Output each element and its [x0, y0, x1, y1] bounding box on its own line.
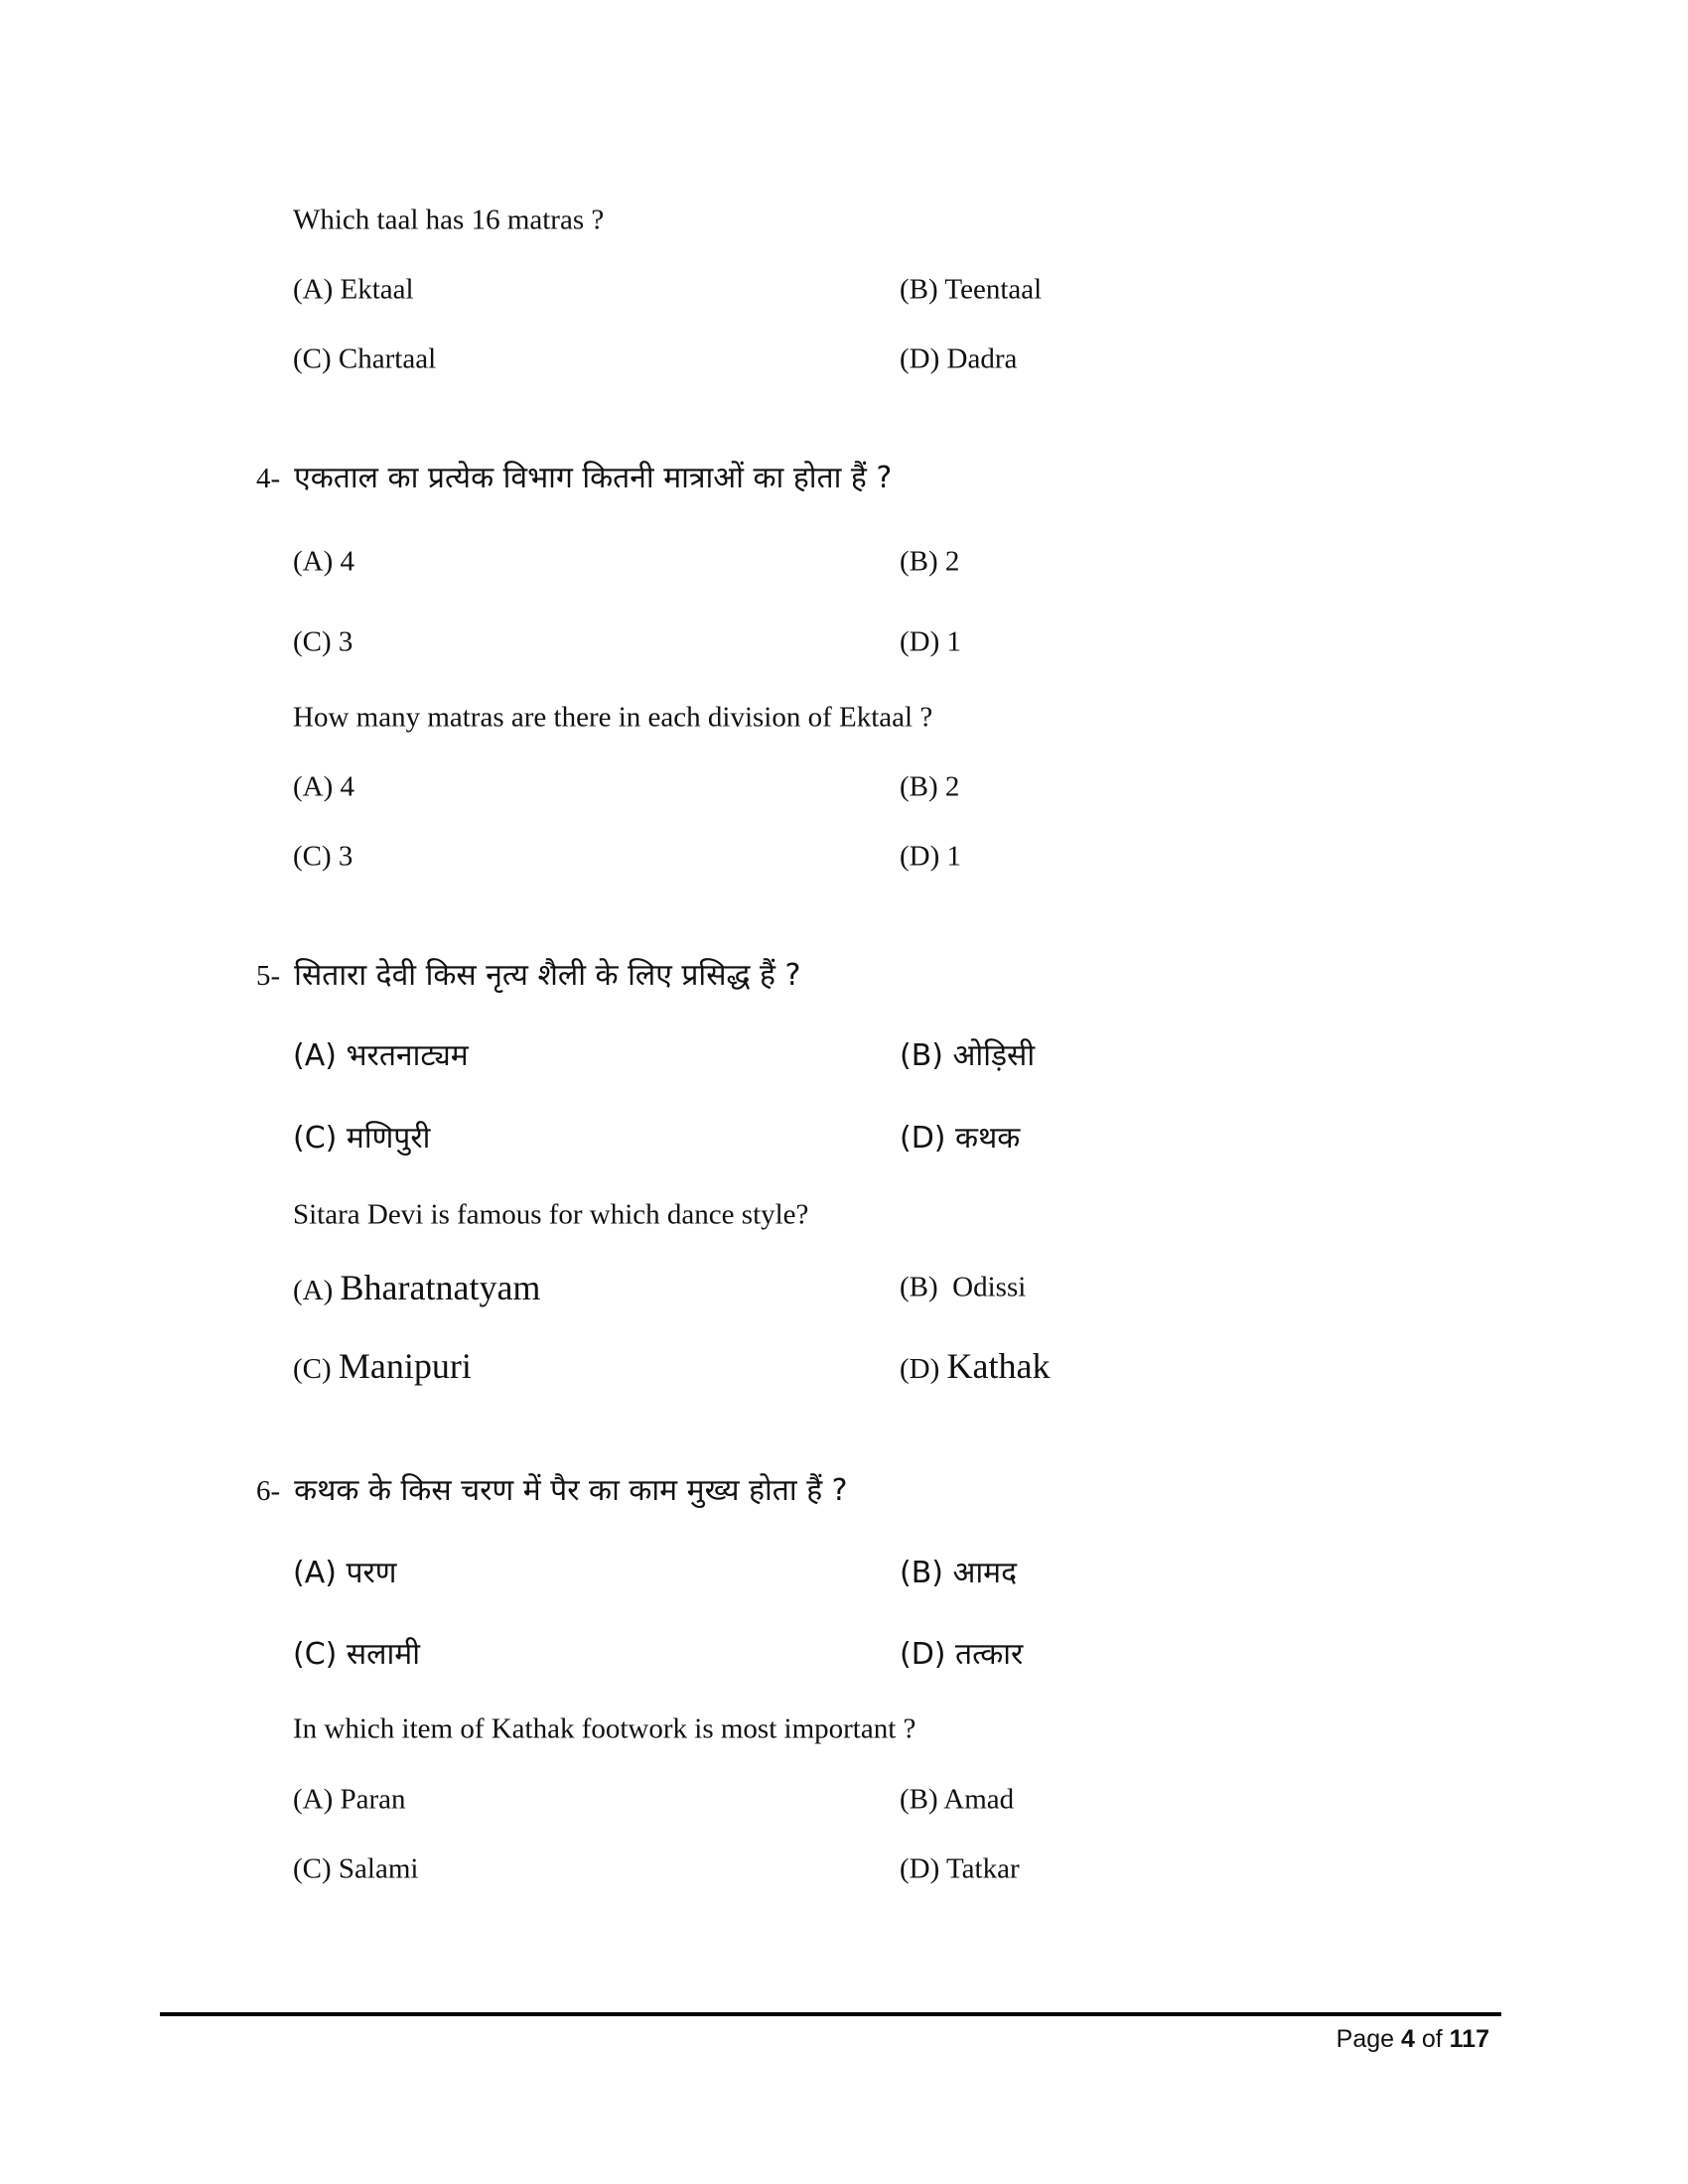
option-label: (C) — [293, 1353, 332, 1385]
question-6-text-en: In which item of Kathak footwork is most important ? — [293, 1712, 916, 1745]
q6-hi-option-a: (A) परण — [293, 1556, 397, 1590]
question-3-text-en: Which taal has 16 matras ? — [293, 204, 605, 236]
q4-hi-option-c: (C) 3 — [293, 625, 353, 658]
q4-en-option-a: (A) 4 — [293, 770, 355, 803]
q6-en-option-c: (C) Salami — [293, 1852, 419, 1885]
q5-en-option-b — [900, 1271, 1027, 1303]
option-label: (B) — [900, 1271, 938, 1303]
question-5 — [256, 958, 801, 993]
q4-hi-option-b: (B) 2 — [900, 545, 960, 578]
q4-en-option-b: (B) 2 — [900, 770, 960, 803]
page-prefix: Page — [1336, 2025, 1395, 2053]
option-value: Manipuri — [338, 1346, 472, 1386]
question-4 — [256, 461, 893, 495]
option-label: (A) — [293, 1275, 334, 1306]
page-current: 4 — [1400, 2025, 1415, 2053]
question-number: 5- — [256, 960, 281, 992]
q3-option-a: (A) Ektaal — [293, 273, 414, 306]
q5-hi-option-d: (D) कथक — [900, 1121, 1021, 1156]
q6-en-option-d: (D) Tatkar — [900, 1852, 1020, 1885]
q6-hi-option-c: (C) सलामी — [293, 1637, 420, 1672]
q4-en-option-d: (D) 1 — [900, 840, 962, 873]
q6-en-option-b: (B) Amad — [900, 1783, 1015, 1816]
q6-en-option-a: (A) Paran — [293, 1783, 406, 1816]
question-5-text-hi: सितारा देवी किस नृत्य शैली के लिए प्रसिद्ध हैं ? — [294, 958, 801, 993]
question-number: 6- — [256, 1475, 281, 1507]
q4-hi-option-a: (A) 4 — [293, 545, 355, 578]
question-6 — [256, 1473, 848, 1508]
question-6-text-hi: कथक के किस चरण में पैर का काम मुख्य होता हैं ? — [294, 1473, 848, 1508]
page-total: 117 — [1449, 2025, 1489, 2053]
q4-hi-option-d: (D) 1 — [900, 625, 962, 658]
q5-hi-option-a: (A) भरतनाट्यम — [293, 1038, 469, 1073]
option-value: Kathak — [946, 1346, 1051, 1386]
q3-option-c: (C) Chartaal — [293, 342, 437, 375]
option-label: (D) — [900, 1353, 940, 1385]
q5-hi-option-b: (B) ओड़िसी — [900, 1038, 1036, 1073]
question-4-text-hi: एकताल का प्रत्येक विभाग कितनी मात्राओं का होता हैं ? — [294, 461, 893, 495]
q5-hi-option-c: (C) मणिपुरी — [293, 1121, 431, 1156]
q4-en-option-c: (C) 3 — [293, 840, 353, 873]
q3-option-b: (B) Teentaal — [900, 273, 1043, 306]
option-value: Odissi — [952, 1271, 1027, 1303]
q6-hi-option-b: (B) आमद — [900, 1556, 1018, 1590]
q5-en-option-c — [293, 1348, 472, 1384]
q6-hi-option-d: (D) तत्कार — [900, 1637, 1024, 1672]
option-value: Bharatnatyam — [340, 1268, 541, 1307]
page-of: of — [1421, 2025, 1443, 2053]
page-number — [1336, 2025, 1489, 2054]
question-5-text-en: Sitara Devi is famous for which dance style? — [293, 1198, 809, 1231]
q5-en-option-d — [900, 1348, 1050, 1384]
question-4-text-en: How many matras are there in each division of Ektaal ? — [293, 701, 933, 734]
q3-option-d: (D) Dadra — [900, 342, 1018, 375]
q5-en-option-a — [293, 1270, 540, 1305]
question-number: 4- — [256, 463, 281, 494]
footer-rule — [160, 2012, 1501, 2016]
